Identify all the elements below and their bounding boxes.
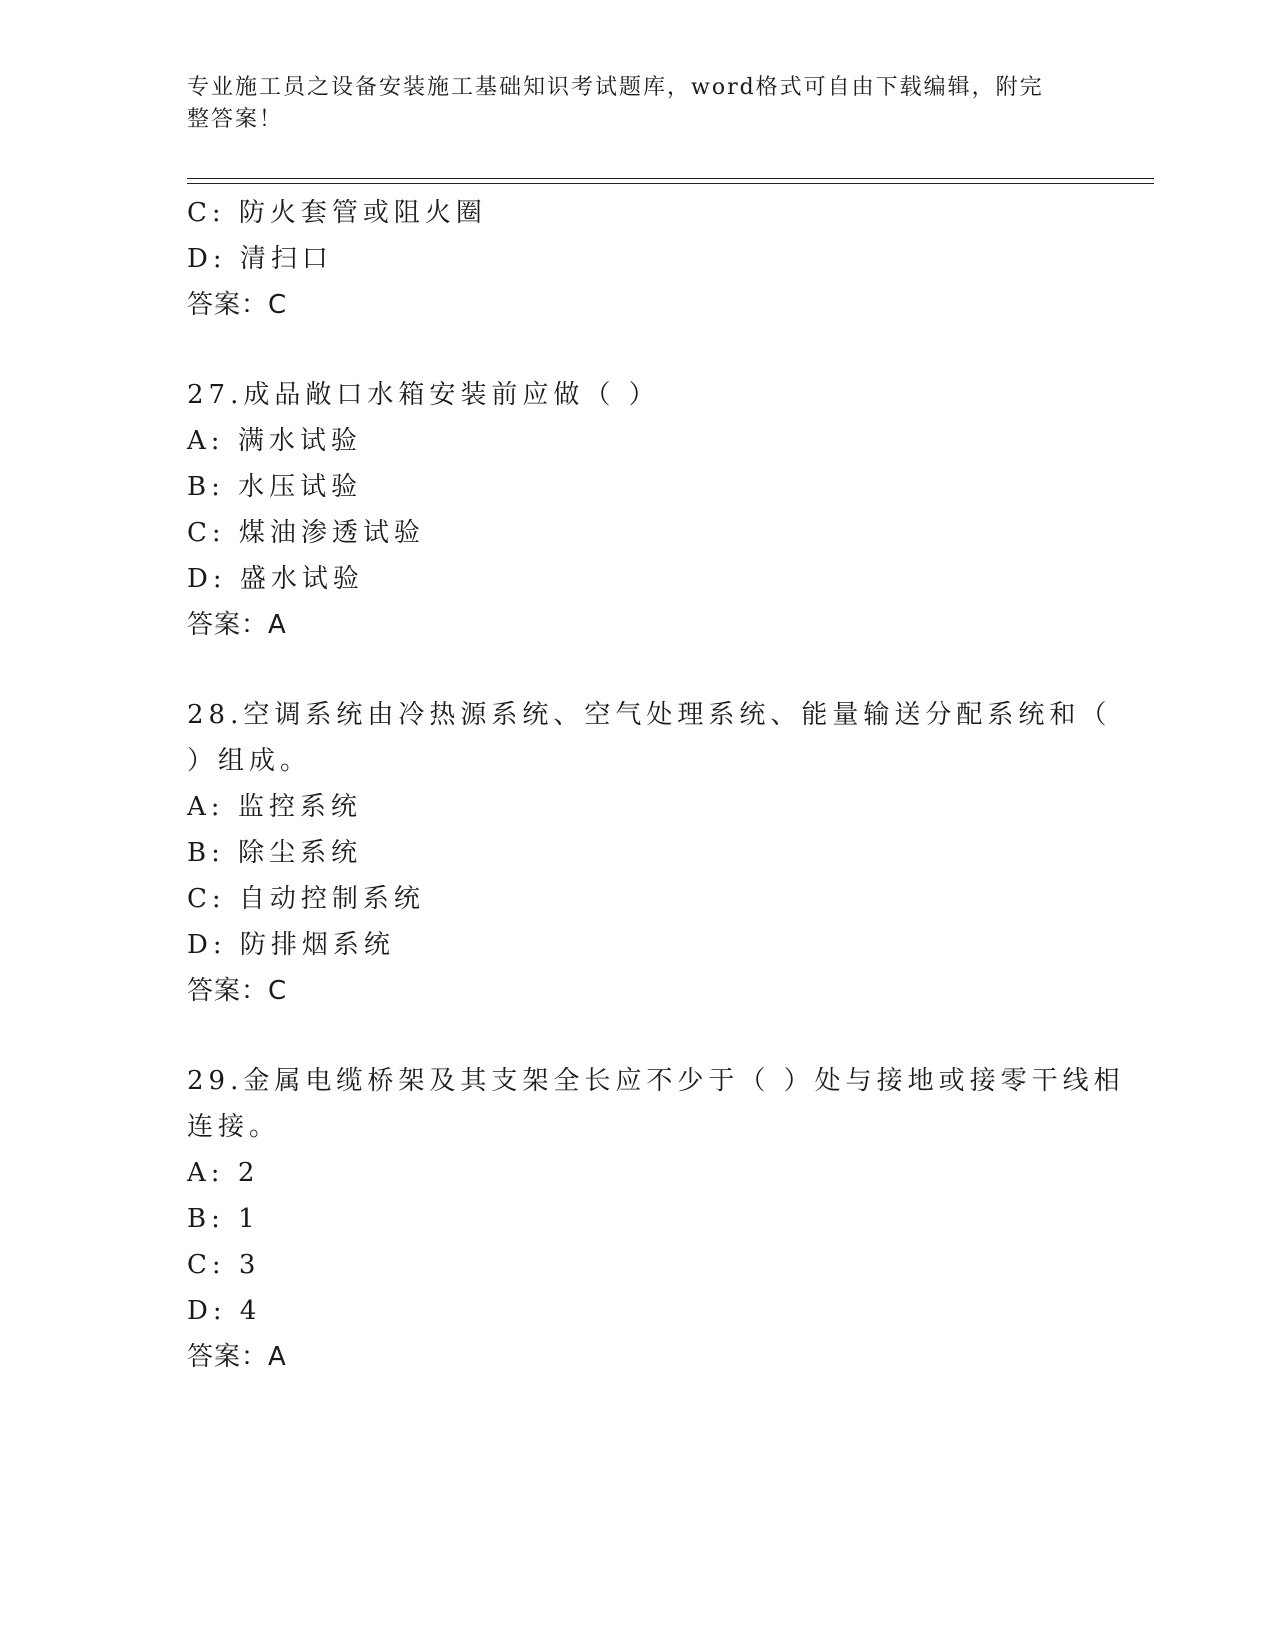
question-text: 27.成品敞口水箱安装前应做（ ） (187, 380, 660, 410)
answer: 答案：A (187, 610, 287, 640)
question-text-continued: ）组成。 (187, 746, 312, 776)
option-a: A: 2 (187, 1158, 260, 1188)
option-c: C: 煤油渗透试验 (187, 518, 425, 548)
option-b: B: 1 (187, 1204, 260, 1234)
option-d: D: 清扫口 (187, 244, 333, 274)
question-list (187, 190, 1125, 1380)
answer: 答案：C (187, 976, 288, 1006)
continued-question (187, 190, 1087, 328)
question-text-continued: 连接。 (187, 1112, 281, 1142)
question-27 (187, 372, 1087, 648)
header-rule-top (187, 178, 1154, 179)
option-d: D: 盛水试验 (187, 564, 364, 594)
answer: 答案：C (187, 290, 288, 320)
option-d: D: 防排烟系统 (187, 930, 395, 960)
option-c: C: 自动控制系统 (187, 884, 425, 914)
option-a: A: 满水试验 (187, 426, 362, 456)
question-text: 28.空调系统由冷热源系统、空气处理系统、能量输送分配系统和（ (187, 700, 1112, 730)
question-28 (187, 692, 1112, 1014)
option-a: A: 监控系统 (187, 792, 362, 822)
option-b: B: 除尘系统 (187, 838, 363, 868)
option-d: D: 4 (187, 1296, 262, 1326)
question-29 (187, 1058, 1125, 1380)
option-b: B: 水压试验 (187, 472, 363, 502)
document-header: 专业施工员之设备安装施工基础知识考试题库，word格式可自由下载编辑，附完 整答案！ (187, 75, 1044, 132)
answer: 答案：A (187, 1342, 287, 1372)
question-text: 29.金属电缆桥架及其支架全长应不少于（ ）处与接地或接零干线相 (187, 1066, 1125, 1096)
header-rule-bottom (187, 183, 1154, 184)
option-c: C: 防火套管或阻火圈 (187, 198, 487, 228)
option-c: C: 3 (187, 1250, 261, 1280)
